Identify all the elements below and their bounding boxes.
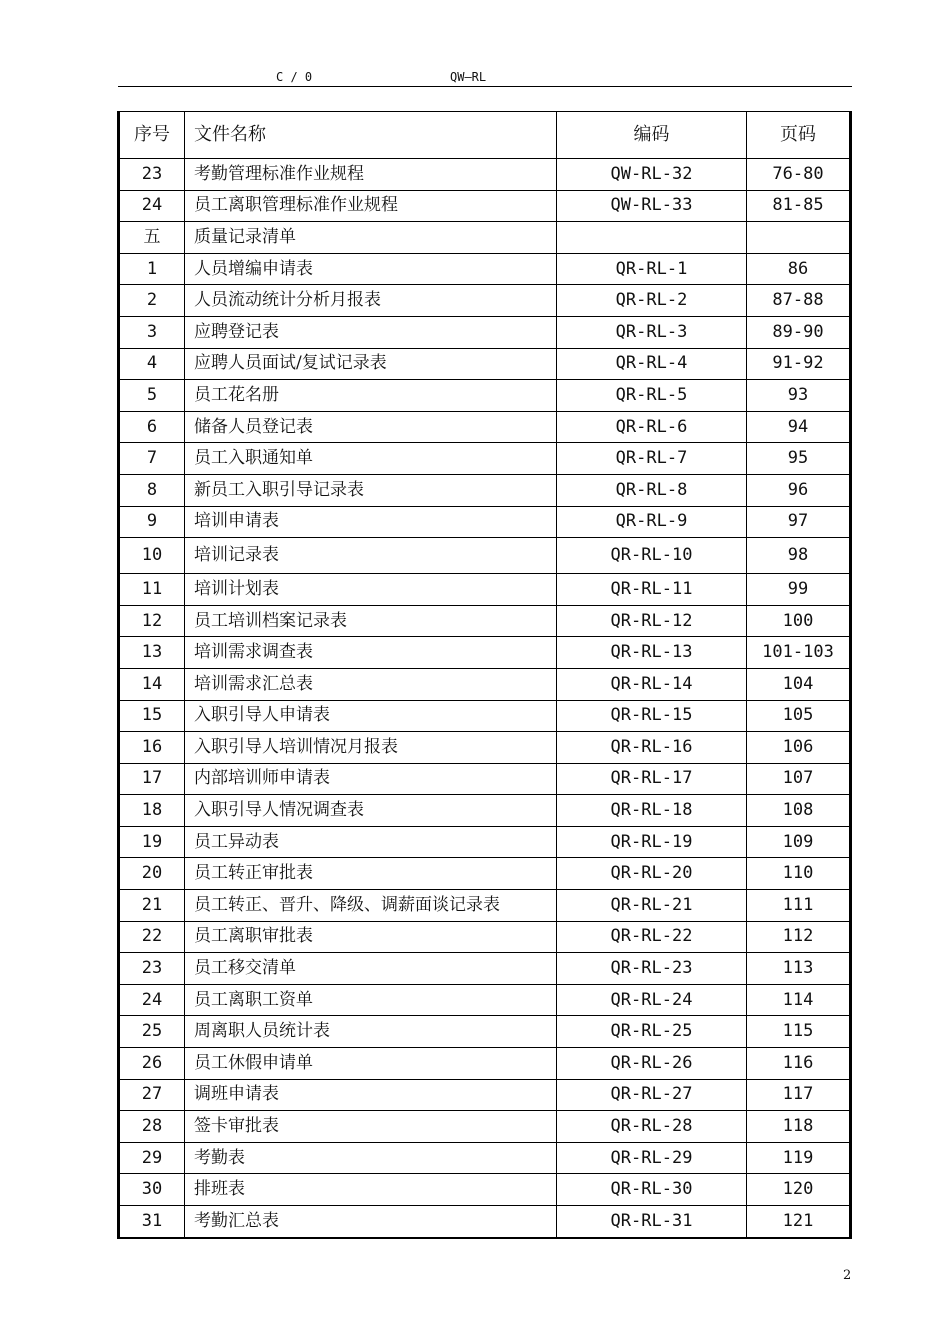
row-pages-cell: 112	[747, 921, 851, 953]
row-pages-cell: 76-80	[747, 159, 851, 191]
row-pages-cell: 108	[747, 795, 851, 827]
table-row	[119, 1174, 851, 1206]
row-seq-cell: 30	[119, 1174, 185, 1206]
row-seq-cell: 21	[119, 890, 185, 922]
row-code-cell: QR-RL-30	[557, 1174, 747, 1206]
row-code-cell: QR-RL-7	[557, 443, 747, 475]
page-number: 2	[843, 1268, 852, 1283]
row-name-cell: 周离职人员统计表	[185, 1016, 557, 1048]
row-seq-cell: 2	[119, 285, 185, 317]
row-name-cell: 培训需求汇总表	[185, 668, 557, 700]
table-row	[119, 953, 851, 985]
row-seq-cell: 12	[119, 605, 185, 637]
row-code-cell: QR-RL-23	[557, 953, 747, 985]
table-row	[119, 763, 851, 795]
row-pages-cell: 106	[747, 732, 851, 764]
row-pages-cell: 115	[747, 1016, 851, 1048]
table-row	[119, 159, 851, 191]
table-header-row	[119, 112, 851, 159]
row-seq-cell: 24	[119, 984, 185, 1016]
table-row	[119, 732, 851, 764]
table-row	[119, 380, 851, 412]
row-code-cell: QR-RL-26	[557, 1048, 747, 1080]
row-name-cell: 应聘登记表	[185, 316, 557, 348]
row-seq-cell: 26	[119, 1048, 185, 1080]
row-seq-cell: 27	[119, 1079, 185, 1111]
row-code-cell: QR-RL-15	[557, 700, 747, 732]
row-seq-cell: 20	[119, 858, 185, 890]
row-pages-cell: 107	[747, 763, 851, 795]
table-row	[119, 1142, 851, 1174]
row-pages-cell: 110	[747, 858, 851, 890]
row-code-cell: QR-RL-5	[557, 380, 747, 412]
row-pages-cell: 116	[747, 1048, 851, 1080]
row-code-cell: QR-RL-18	[557, 795, 747, 827]
row-seq-cell: 15	[119, 700, 185, 732]
row-pages-cell: 87-88	[747, 285, 851, 317]
table-row	[119, 1048, 851, 1080]
row-pages-cell: 105	[747, 700, 851, 732]
row-name-cell: 新员工入职引导记录表	[185, 474, 557, 506]
row-name-cell: 员工转正审批表	[185, 858, 557, 890]
row-name-cell: 签卡审批表	[185, 1111, 557, 1143]
row-pages-cell: 109	[747, 826, 851, 858]
row-pages-cell: 117	[747, 1079, 851, 1111]
table-row	[119, 190, 851, 222]
row-seq-cell: 8	[119, 474, 185, 506]
table-row	[119, 890, 851, 922]
table-row	[119, 605, 851, 637]
row-seq-cell: 5	[119, 380, 185, 412]
row-pages-cell: 81-85	[747, 190, 851, 222]
table-row	[119, 700, 851, 732]
row-pages-cell: 99	[747, 574, 851, 606]
row-name-cell: 培训记录表	[185, 538, 557, 574]
row-pages-cell: 93	[747, 380, 851, 412]
row-code-cell: QR-RL-29	[557, 1142, 747, 1174]
row-pages-cell: 94	[747, 411, 851, 443]
table-row	[119, 668, 851, 700]
header-doc-code: QW—RL	[450, 70, 487, 84]
row-code-cell: QR-RL-6	[557, 411, 747, 443]
row-code-cell: QR-RL-1	[557, 253, 747, 285]
row-code-cell: QR-RL-13	[557, 637, 747, 669]
row-name-cell: 员工离职管理标准作业规程	[185, 190, 557, 222]
table-row	[119, 348, 851, 380]
row-pages-cell: 120	[747, 1174, 851, 1206]
table-row	[119, 316, 851, 348]
table-row	[119, 1206, 851, 1238]
table-row	[119, 285, 851, 317]
table-row	[119, 921, 851, 953]
row-seq-cell: 11	[119, 574, 185, 606]
row-name-cell: 员工离职工资单	[185, 984, 557, 1016]
row-seq-cell: 7	[119, 443, 185, 475]
row-seq-cell: 23	[119, 953, 185, 985]
row-code-cell: QW-RL-32	[557, 159, 747, 191]
row-code-cell: QR-RL-28	[557, 1111, 747, 1143]
row-seq-cell: 3	[119, 316, 185, 348]
row-code-cell: QR-RL-27	[557, 1079, 747, 1111]
row-name-cell: 质量记录清单	[185, 222, 557, 254]
row-name-cell: 员工入职通知单	[185, 443, 557, 475]
table-row	[119, 858, 851, 890]
row-name-cell: 员工离职审批表	[185, 921, 557, 953]
row-name-cell: 培训计划表	[185, 574, 557, 606]
row-seq-cell: 9	[119, 506, 185, 538]
row-seq-cell: 28	[119, 1111, 185, 1143]
row-name-cell: 入职引导人培训情况月报表	[185, 732, 557, 764]
row-code-cell: QR-RL-31	[557, 1206, 747, 1238]
row-code-cell: QR-RL-21	[557, 890, 747, 922]
row-pages-cell: 96	[747, 474, 851, 506]
table-row	[119, 253, 851, 285]
row-code-cell: QW-RL-33	[557, 190, 747, 222]
row-seq-cell: 24	[119, 190, 185, 222]
row-code-cell: QR-RL-14	[557, 668, 747, 700]
table-row	[119, 1016, 851, 1048]
row-pages-cell: 86	[747, 253, 851, 285]
table-row	[119, 411, 851, 443]
row-pages-cell: 98	[747, 538, 851, 574]
row-pages-cell: 114	[747, 984, 851, 1016]
row-name-cell: 考勤管理标准作业规程	[185, 159, 557, 191]
table-row	[119, 538, 851, 574]
row-seq-cell: 1	[119, 253, 185, 285]
table-row	[119, 984, 851, 1016]
row-seq-cell: 25	[119, 1016, 185, 1048]
row-seq-cell: 19	[119, 826, 185, 858]
row-name-cell: 储备人员登记表	[185, 411, 557, 443]
row-seq-cell: 五	[119, 222, 185, 254]
row-seq-cell: 18	[119, 795, 185, 827]
row-code-cell: QR-RL-10	[557, 538, 747, 574]
row-pages-cell: 91-92	[747, 348, 851, 380]
column-header-code: 编码	[557, 112, 747, 159]
row-pages-cell: 104	[747, 668, 851, 700]
row-seq-cell: 29	[119, 1142, 185, 1174]
table-row	[119, 1079, 851, 1111]
document-index-table	[117, 111, 852, 1239]
row-code-cell: QR-RL-19	[557, 826, 747, 858]
row-name-cell: 培训申请表	[185, 506, 557, 538]
row-seq-cell: 22	[119, 921, 185, 953]
row-pages-cell: 100	[747, 605, 851, 637]
row-code-cell: QR-RL-25	[557, 1016, 747, 1048]
row-name-cell: 培训需求调查表	[185, 637, 557, 669]
table-body	[119, 159, 851, 1238]
table-row	[119, 443, 851, 475]
row-seq-cell: 14	[119, 668, 185, 700]
row-pages-cell: 121	[747, 1206, 851, 1238]
table-row	[119, 574, 851, 606]
row-pages-cell: 101-103	[747, 637, 851, 669]
row-seq-cell: 16	[119, 732, 185, 764]
row-code-cell: QR-RL-16	[557, 732, 747, 764]
row-pages-cell: 97	[747, 506, 851, 538]
row-seq-cell: 4	[119, 348, 185, 380]
row-code-cell: QR-RL-3	[557, 316, 747, 348]
row-name-cell: 员工休假申请单	[185, 1048, 557, 1080]
column-header-name: 文件名称	[185, 112, 557, 159]
row-code-cell: QR-RL-17	[557, 763, 747, 795]
row-name-cell: 内部培训师申请表	[185, 763, 557, 795]
row-name-cell: 入职引导人申请表	[185, 700, 557, 732]
row-name-cell: 人员流动统计分析月报表	[185, 285, 557, 317]
table-row	[119, 826, 851, 858]
row-code-cell: QR-RL-22	[557, 921, 747, 953]
row-name-cell: 人员增编申请表	[185, 253, 557, 285]
table-row	[119, 1111, 851, 1143]
table-row	[119, 795, 851, 827]
row-name-cell: 员工移交清单	[185, 953, 557, 985]
row-name-cell: 入职引导人情况调查表	[185, 795, 557, 827]
row-name-cell: 调班申请表	[185, 1079, 557, 1111]
row-code-cell: QR-RL-8	[557, 474, 747, 506]
row-name-cell: 考勤汇总表	[185, 1206, 557, 1238]
row-seq-cell: 23	[119, 159, 185, 191]
table-row	[119, 506, 851, 538]
row-name-cell: 员工培训档案记录表	[185, 605, 557, 637]
row-name-cell: 员工转正、晋升、降级、调薪面谈记录表	[185, 890, 557, 922]
row-pages-cell: 111	[747, 890, 851, 922]
row-pages-cell	[747, 222, 851, 254]
row-seq-cell: 13	[119, 637, 185, 669]
row-code-cell: QR-RL-4	[557, 348, 747, 380]
row-code-cell	[557, 222, 747, 254]
row-code-cell: QR-RL-20	[557, 858, 747, 890]
row-code-cell: QR-RL-9	[557, 506, 747, 538]
row-pages-cell: 89-90	[747, 316, 851, 348]
row-code-cell: QR-RL-2	[557, 285, 747, 317]
header-version: C / 0	[276, 70, 313, 84]
table-row	[119, 637, 851, 669]
row-pages-cell: 113	[747, 953, 851, 985]
row-code-cell: QR-RL-24	[557, 984, 747, 1016]
row-seq-cell: 6	[119, 411, 185, 443]
row-pages-cell: 95	[747, 443, 851, 475]
table-row	[119, 474, 851, 506]
row-seq-cell: 31	[119, 1206, 185, 1238]
column-header-seq: 序号	[119, 112, 185, 159]
row-name-cell: 应聘人员面试/复试记录表	[185, 348, 557, 380]
row-name-cell: 员工异动表	[185, 826, 557, 858]
row-name-cell: 员工花名册	[185, 380, 557, 412]
row-code-cell: QR-RL-11	[557, 574, 747, 606]
table-row	[119, 222, 851, 254]
column-header-pages: 页码	[747, 112, 851, 159]
row-seq-cell: 10	[119, 538, 185, 574]
header-rule	[118, 86, 852, 87]
row-code-cell: QR-RL-12	[557, 605, 747, 637]
row-seq-cell: 17	[119, 763, 185, 795]
row-pages-cell: 118	[747, 1111, 851, 1143]
row-pages-cell: 119	[747, 1142, 851, 1174]
row-name-cell: 排班表	[185, 1174, 557, 1206]
row-name-cell: 考勤表	[185, 1142, 557, 1174]
